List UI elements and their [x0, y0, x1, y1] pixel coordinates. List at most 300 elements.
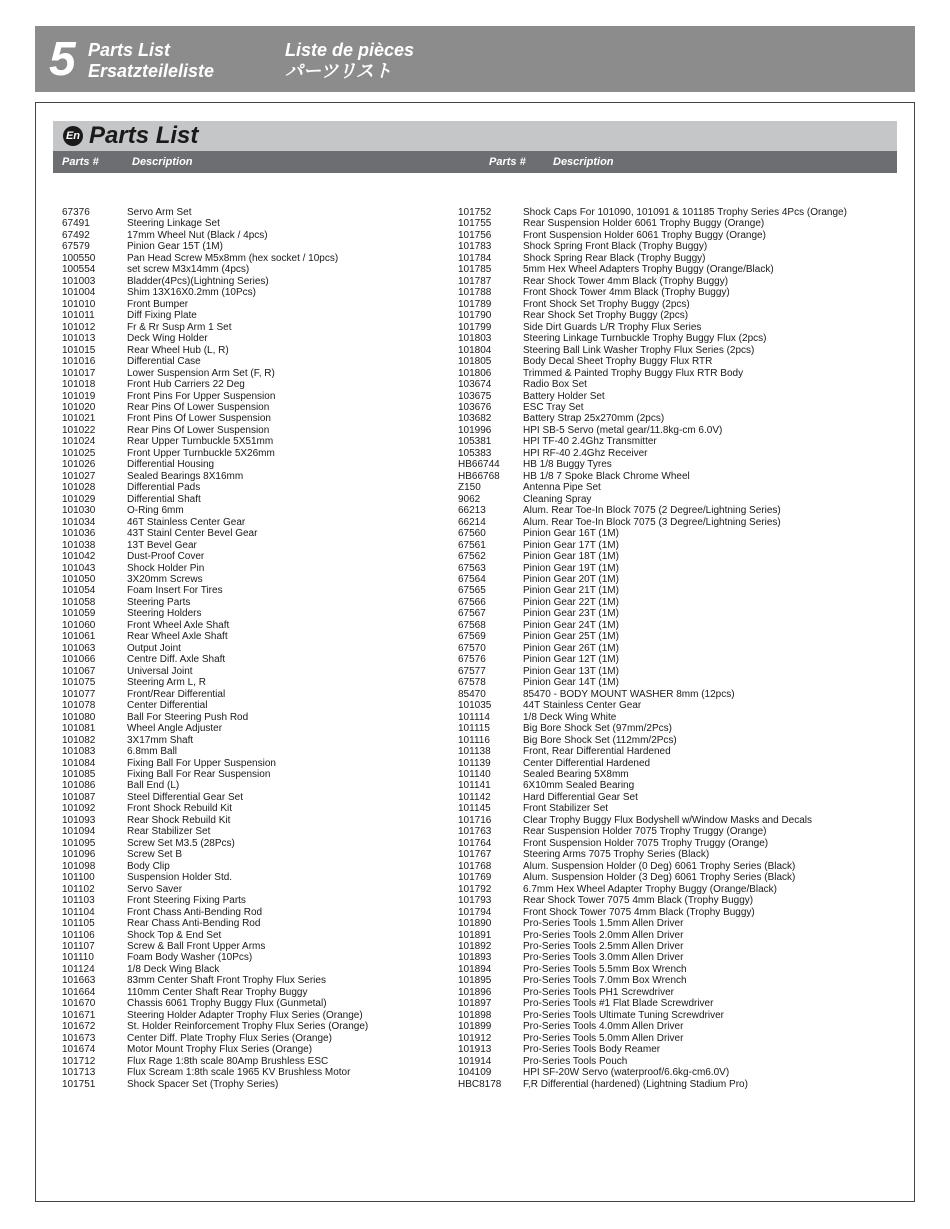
part-description: Pinion Gear 22T (1M): [523, 596, 619, 608]
part-description: Front Pins For Upper Suspension: [127, 390, 276, 402]
part-number: 101024: [62, 436, 96, 448]
part-number: HBC8178: [458, 1078, 502, 1090]
part-row: [458, 1021, 898, 1032]
part-number: 67491: [62, 218, 90, 230]
part-row: [458, 941, 898, 952]
part-row: [458, 769, 898, 780]
part-row: [62, 356, 452, 367]
part-row: [62, 677, 452, 688]
part-number: 67560: [458, 528, 486, 540]
part-row: [458, 666, 898, 677]
part-row: [458, 861, 898, 872]
part-row: [458, 998, 898, 1009]
part-number: 101804: [458, 344, 492, 356]
part-row: [458, 815, 898, 826]
part-number: 103682: [458, 413, 492, 425]
part-description: Alum. Rear Toe-In Block 7075 (3 Degree/Lightning Series): [523, 516, 781, 528]
part-description: Lower Suspension Arm Set (F, R): [127, 367, 275, 379]
part-number: 101102: [62, 883, 95, 895]
part-row: [458, 723, 898, 734]
part-number: 67568: [458, 619, 486, 631]
part-row: [458, 952, 898, 963]
part-description: Steel Differential Gear Set: [127, 791, 243, 803]
part-number: 67492: [62, 229, 90, 241]
part-row: [62, 1067, 452, 1078]
part-row: [62, 207, 452, 218]
part-description: Servo Arm Set: [127, 207, 192, 218]
part-row: [458, 207, 898, 218]
part-description: Pro-Series Tools 3.0mm Allen Driver: [523, 952, 684, 964]
part-description: Shock Spring Front Black (Trophy Buggy): [523, 241, 708, 253]
header-part-number-right: Parts #: [489, 156, 526, 168]
part-row: [62, 998, 452, 1009]
part-description: Rear Wheel Hub (L, R): [127, 344, 229, 356]
part-description: Rear Stabilizer Set: [127, 826, 211, 838]
part-row: [62, 597, 452, 608]
part-description: Battery Holder Set: [523, 390, 605, 402]
part-number: 101140: [458, 768, 491, 780]
part-description: Rear Chass Anti-Bending Rod: [127, 918, 261, 930]
part-number: 101104: [62, 906, 95, 918]
section-banner: [35, 26, 915, 92]
part-row: [62, 505, 452, 516]
part-description: Foam Insert For Tires: [127, 585, 223, 597]
part-number: 101025: [62, 447, 96, 459]
part-number: 101793: [458, 895, 492, 907]
part-number: 101124: [62, 963, 95, 975]
part-number: 101063: [62, 642, 96, 654]
part-description: 6.7mm Hex Wheel Adapter Trophy Buggy (Orange/Black): [523, 883, 778, 895]
part-description: Ball End (L): [127, 780, 180, 792]
part-row: [62, 723, 452, 734]
part-description: Front Chass Anti-Bending Rod: [127, 906, 263, 918]
part-description: Steering Linkage Turnbuckle Trophy Buggy Flux (2pcs): [523, 333, 767, 345]
part-row: [62, 528, 452, 539]
part-row: [62, 631, 452, 642]
part-number: 101806: [458, 367, 492, 379]
part-description: Steering Linkage Set: [127, 218, 220, 230]
part-number: 101100: [62, 872, 95, 884]
part-number: 101663: [62, 975, 96, 987]
part-row: [62, 264, 452, 275]
part-number: 101898: [458, 1009, 492, 1021]
part-row: [458, 975, 898, 986]
part-number: 67563: [458, 562, 486, 574]
part-row: [62, 218, 452, 229]
part-number: 9062: [458, 493, 481, 505]
part-number: 101042: [62, 551, 96, 563]
part-number: 101096: [62, 849, 96, 861]
part-number: 103674: [458, 379, 492, 391]
part-row: [458, 597, 898, 608]
part-row: [458, 230, 898, 241]
part-row: [458, 872, 898, 883]
part-row: [62, 1010, 452, 1021]
part-row: [62, 735, 452, 746]
part-number: 101788: [458, 287, 492, 299]
part-number: 101899: [458, 1021, 492, 1033]
part-description: Screw & Ball Front Upper Arms: [127, 941, 266, 952]
part-row: [62, 459, 452, 470]
part-description: 6.8mm Ball: [127, 746, 178, 758]
part-row: [62, 482, 452, 493]
part-row: [62, 780, 452, 791]
part-row: [62, 849, 452, 860]
part-row: [62, 471, 452, 482]
part-number: 101020: [62, 401, 96, 413]
part-number: 67570: [458, 642, 486, 654]
part-number: HB66744: [458, 459, 500, 471]
language-badge-en: En: [63, 126, 83, 146]
part-number: 101138: [458, 746, 491, 758]
part-number: 101712: [62, 1055, 96, 1067]
part-number: 101115: [458, 723, 490, 735]
part-row: [62, 391, 452, 402]
part-description: Differential Shaft: [127, 493, 201, 505]
part-row: [62, 1056, 452, 1067]
part-description: Shock Caps For 101090, 101091 & 101185 Trophy Series 4Pcs (Orange): [523, 207, 847, 218]
part-row: [62, 1021, 452, 1032]
part-description: Flux Scream 1:8th scale 1965 KV Brushless Motor: [127, 1067, 351, 1079]
banner-title-en: Parts List: [88, 40, 171, 60]
part-description: 6X10mm Sealed Bearing: [523, 780, 635, 792]
part-row: [458, 322, 898, 333]
part-row: [458, 735, 898, 746]
part-number: 101017: [62, 367, 96, 379]
part-number: 101018: [62, 379, 96, 391]
part-description: St. Holder Reinforcement Trophy Flux Series (Orange): [127, 1021, 369, 1033]
part-number: 101010: [62, 298, 96, 310]
part-row: [62, 402, 452, 413]
part-description: Pinion Gear 12T (1M): [523, 654, 619, 666]
part-description: Steering Ball Link Washer Trophy Flux Series (2pcs): [523, 344, 755, 356]
part-number: Z150: [458, 482, 481, 494]
part-description: Alum. Suspension Holder (3 Deg) 6061 Trophy Series (Black): [523, 872, 796, 884]
part-description: Deck Wing Holder: [127, 333, 208, 345]
part-description: set screw M3x14mm (4pcs): [127, 264, 250, 276]
part-number: 101093: [62, 814, 96, 826]
part-number: 101803: [458, 333, 492, 345]
part-number: 101094: [62, 826, 96, 838]
part-description: Pro-Series Tools 2.5mm Allen Driver: [523, 941, 684, 952]
part-number: 105381: [458, 436, 492, 448]
part-number: 101896: [458, 986, 492, 998]
part-row: [458, 803, 898, 814]
part-row: [62, 746, 452, 757]
part-number: 101792: [458, 883, 492, 895]
part-number: 101145: [458, 803, 491, 815]
part-number: 101893: [458, 952, 492, 964]
part-number: 67567: [458, 608, 486, 620]
part-number: 101769: [458, 872, 492, 884]
part-description: Wheel Angle Adjuster: [127, 723, 223, 735]
part-row: [458, 792, 898, 803]
part-row: [458, 987, 898, 998]
part-description: Battery Strap 25x270mm (2pcs): [523, 413, 665, 425]
part-row: [458, 780, 898, 791]
part-row: [458, 368, 898, 379]
part-number: 101054: [62, 585, 96, 597]
part-row: [458, 1056, 898, 1067]
part-description: Shock Holder Pin: [127, 562, 205, 574]
part-description: Rear Shock Set Trophy Buggy (2pcs): [523, 310, 689, 322]
table-header: [53, 151, 897, 173]
part-number: 101075: [62, 677, 96, 689]
part-number: 101110: [62, 952, 94, 964]
part-row: [458, 391, 898, 402]
part-description: 13T Bevel Gear: [127, 539, 197, 551]
part-row: [62, 918, 452, 929]
part-description: Front Shock Rebuild Kit: [127, 803, 233, 815]
part-row: [458, 448, 898, 459]
part-row: [62, 712, 452, 723]
part-description: Front Shock Tower 7075 4mm Black (Trophy Buggy): [523, 906, 755, 918]
part-number: 100554: [62, 264, 96, 276]
part-number: 101892: [458, 941, 492, 952]
part-number: 101082: [62, 734, 96, 746]
part-number: 101016: [62, 356, 96, 368]
part-row: [458, 402, 898, 413]
part-number: 67578: [458, 677, 486, 689]
part-description: Front Pins Of Lower Suspension: [127, 413, 271, 425]
part-number: 67561: [458, 539, 486, 551]
part-number: 101716: [458, 814, 492, 826]
part-number: 101895: [458, 975, 492, 987]
part-description: Front, Rear Differential Hardened: [523, 746, 671, 758]
part-number: 67564: [458, 574, 486, 585]
part-row: [62, 689, 452, 700]
part-row: [458, 218, 898, 229]
part-number: 101060: [62, 619, 96, 631]
part-description: O-Ring 6mm: [127, 505, 184, 517]
part-description: Flux Rage 1:8th scale 80Amp Brushless ESC: [127, 1055, 329, 1067]
part-description: Pinion Gear 20T (1M): [523, 574, 619, 585]
part-row: [62, 1044, 452, 1055]
part-number: 101671: [62, 1009, 96, 1021]
part-description: Pinion Gear 26T (1M): [523, 642, 619, 654]
part-row: [458, 425, 898, 436]
banner-title-fr: Liste de pièces: [285, 40, 415, 60]
part-number: 101789: [458, 298, 492, 310]
part-row: [62, 368, 452, 379]
part-description: Body Clip: [127, 860, 170, 872]
part-row: [458, 379, 898, 390]
parts-list-title: Parts List: [89, 122, 199, 149]
part-row: [62, 872, 452, 883]
part-description: Pinion Gear 14T (1M): [523, 677, 619, 689]
part-description: Rear Pins Of Lower Suspension: [127, 401, 270, 413]
part-row: [458, 517, 898, 528]
part-number: 101914: [458, 1055, 492, 1067]
part-description: Big Bore Shock Set (112mm/2Pcs): [523, 734, 677, 746]
part-description: Side Dirt Guards L/R Trophy Flux Series: [523, 321, 702, 333]
part-number: 101913: [458, 1044, 492, 1056]
part-description: Foam Body Washer (10Pcs): [127, 952, 253, 964]
part-description: Screw Set B: [127, 849, 183, 861]
part-description: Pro-Series Tools 2.0mm Allen Driver: [523, 929, 684, 941]
part-number: 101767: [458, 849, 492, 861]
part-number: 101894: [458, 963, 492, 975]
part-number: 103675: [458, 390, 492, 402]
part-row: [458, 689, 898, 700]
part-description: Pinion Gear 19T (1M): [523, 562, 619, 574]
part-description: HB 1/8 7 Spoke Black Chrome Wheel: [523, 470, 690, 482]
part-row: [62, 758, 452, 769]
part-row: [458, 253, 898, 264]
header-description-right: Description: [553, 156, 614, 168]
part-row: [62, 815, 452, 826]
part-number: 101674: [62, 1044, 96, 1056]
part-description: Chassis 6061 Trophy Buggy Flux (Gunmetal): [127, 998, 327, 1010]
part-number: 66214: [458, 516, 486, 528]
part-row: [62, 608, 452, 619]
part-description: HPI SF-20W Servo (waterproof/6.6kg-cm6.0V): [523, 1067, 730, 1079]
part-description: 85470 - BODY MOUNT WASHER 8mm (12pcs): [523, 688, 735, 700]
part-row: [458, 287, 898, 298]
part-number: 101066: [62, 654, 96, 666]
part-description: Pro-Series Tools 4.0mm Allen Driver: [523, 1021, 684, 1033]
part-number: 101783: [458, 241, 492, 253]
part-description: Centre Diff. Axle Shaft: [127, 654, 226, 666]
part-row: [62, 310, 452, 321]
part-number: 101022: [62, 424, 96, 436]
part-row: [62, 643, 452, 654]
header-description-left: Description: [132, 156, 193, 168]
part-row: [458, 436, 898, 447]
part-number: 101077: [62, 688, 96, 700]
part-row: [458, 471, 898, 482]
part-description: Fr & Rr Susp Arm 1 Set: [127, 321, 232, 333]
part-row: [458, 1079, 898, 1090]
part-number: 101085: [62, 768, 96, 780]
part-number: 101755: [458, 218, 492, 230]
section-number: 5: [49, 33, 76, 86]
part-number: 67579: [62, 241, 90, 253]
part-number: 101139: [458, 757, 491, 769]
part-description: Pro-Series Tools 7.0mm Box Wrench: [523, 975, 687, 987]
part-number: 101756: [458, 229, 492, 241]
banner-title-jp: パーツリスト: [285, 61, 392, 81]
part-number: 101078: [62, 700, 96, 712]
part-number: 104109: [458, 1067, 492, 1079]
parts-column-left: [62, 207, 452, 1090]
part-description: Sealed Bearings 8X16mm: [127, 470, 244, 482]
part-description: Steering Parts: [127, 596, 191, 608]
part-description: Pinion Gear 21T (1M): [523, 585, 619, 597]
part-number: 101784: [458, 252, 492, 264]
part-row: [62, 425, 452, 436]
part-description: Front Bumper: [127, 298, 189, 310]
part-row: [62, 654, 452, 665]
part-row: [458, 849, 898, 860]
part-description: Front/Rear Differential: [127, 688, 226, 700]
part-row: [458, 654, 898, 665]
part-row: [62, 666, 452, 677]
part-row: [458, 1067, 898, 1078]
part-description: Center Differential: [127, 700, 208, 712]
part-description: 3X17mm Shaft: [127, 734, 194, 746]
part-number: HB66768: [458, 470, 500, 482]
part-description: Shock Spring Rear Black (Trophy Buggy): [523, 252, 706, 264]
part-description: 3X20mm Screws: [127, 574, 203, 585]
part-description: Rear Suspension Holder 7075 Trophy Truggy (Orange): [523, 826, 767, 838]
part-row: [62, 276, 452, 287]
part-number: 101713: [62, 1067, 96, 1079]
part-number: 101027: [62, 470, 96, 482]
part-description: Pro-Series Tools PH1 Screwdriver: [523, 986, 674, 998]
parts-column-right: [458, 207, 898, 1090]
part-description: Suspension Holder Std.: [127, 872, 233, 884]
part-row: [62, 907, 452, 918]
part-number: 101086: [62, 780, 96, 792]
part-number: 101019: [62, 390, 96, 402]
part-row: [458, 677, 898, 688]
header-part-number-left: Parts #: [62, 156, 99, 168]
part-row: [458, 838, 898, 849]
part-number: 101785: [458, 264, 492, 276]
part-row: [458, 884, 898, 895]
part-number: 67569: [458, 631, 486, 643]
part-description: Clear Trophy Buggy Flux Bodyshell w/Window Masks and Decals: [523, 814, 813, 826]
part-row: [62, 494, 452, 505]
part-row: [458, 345, 898, 356]
part-number: 101087: [62, 791, 96, 803]
part-row: [458, 459, 898, 470]
part-description: Shim 13X16X0.2mm (10Pcs): [127, 287, 256, 299]
part-number: 101038: [62, 539, 96, 551]
part-number: 101003: [62, 275, 96, 287]
part-number: 101026: [62, 459, 96, 471]
part-row: [62, 884, 452, 895]
part-row: [62, 448, 452, 459]
part-number: 101058: [62, 596, 96, 608]
part-number: 101061: [62, 631, 96, 643]
part-row: [458, 482, 898, 493]
part-number: 101763: [458, 826, 492, 838]
part-row: [62, 769, 452, 780]
part-number: 101891: [458, 929, 492, 941]
part-row: [458, 505, 898, 516]
part-number: 101034: [62, 516, 96, 528]
part-number: 101083: [62, 746, 96, 758]
part-number: 101790: [458, 310, 492, 322]
part-number: 101043: [62, 562, 96, 574]
part-description: Pro-Series Tools Body Reamer: [523, 1044, 661, 1056]
part-number: 101890: [458, 918, 492, 930]
part-row: [458, 712, 898, 723]
part-number: 101897: [458, 998, 492, 1010]
part-number: 101092: [62, 803, 96, 815]
part-number: 101004: [62, 287, 96, 299]
part-row: [458, 1033, 898, 1044]
part-description: Front Steering Fixing Parts: [127, 895, 246, 907]
part-description: Servo Saver: [127, 883, 183, 895]
part-description: Pinion Gear 16T (1M): [523, 528, 619, 540]
banner-title-de: Ersatzteileliste: [88, 61, 215, 81]
part-row: [458, 310, 898, 321]
part-number: 101106: [62, 929, 95, 941]
part-row: [62, 952, 452, 963]
part-number: 101673: [62, 1032, 96, 1044]
part-description: 44T Stainless Center Gear: [523, 700, 642, 712]
part-row: [62, 333, 452, 344]
part-row: [62, 987, 452, 998]
part-description: Pinion Gear 15T (1M): [127, 241, 223, 253]
part-row: [62, 964, 452, 975]
part-number: 101764: [458, 837, 492, 849]
part-row: [458, 413, 898, 424]
part-row: [458, 299, 898, 310]
